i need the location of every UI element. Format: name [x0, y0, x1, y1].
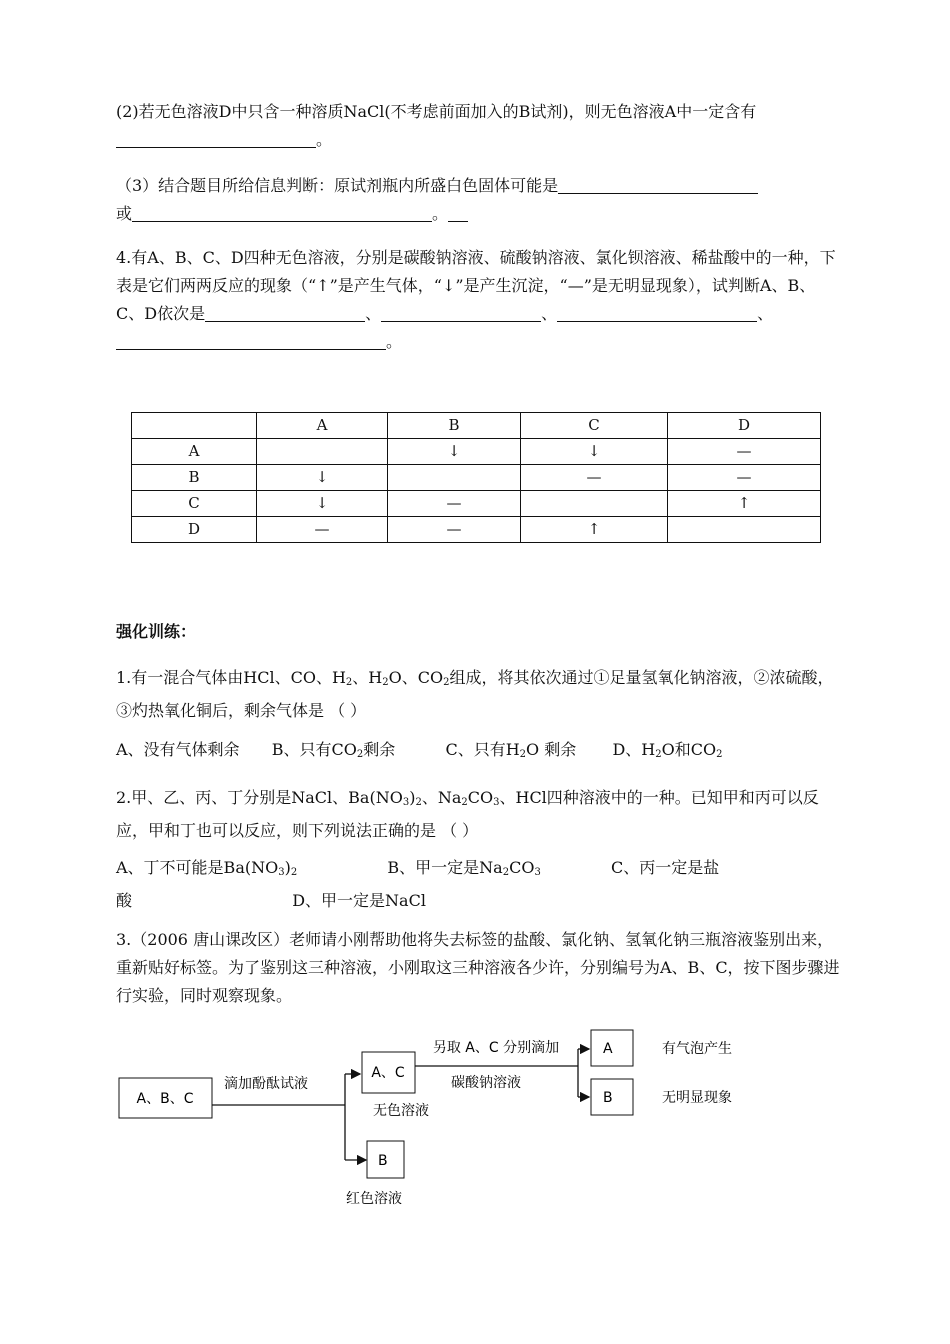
- q4-text: 4.有A、B、C、D四种无色溶液，分别是碳酸钠溶液、硫酸钠溶液、氯化钡溶液、稀盐酸中的一种，下表是它们两两反应的现象（“↑”是产生气体，“↓”是产生沉淀，“—”是无明显现象），试判断A、B、C、D依次是: [116, 248, 836, 323]
- box-ac-label: A、C: [371, 1065, 405, 1081]
- exercise-1-options: [116, 736, 840, 769]
- step1-label: 滴加酚酞试液: [224, 1076, 308, 1092]
- ac-solution-label: 无色溶液: [373, 1103, 429, 1119]
- option-d[interactable]: D、甲一定是NaCl: [292, 891, 426, 910]
- answer-blank[interactable]: [205, 303, 365, 322]
- option-b[interactable]: B、只有$CO_2$剩余: [271, 740, 396, 760]
- step2-bottom-label: 碳酸钠溶液: [451, 1075, 521, 1091]
- q2-part2-text: (2)若无色溶液D中只含一种溶质NaCl(不考虑前面加入的B试剂)，则无色溶液A中一定含有: [116, 102, 757, 121]
- option-d[interactable]: D、$H_2O$和$CO_2$: [612, 740, 723, 760]
- answer-blank[interactable]: [116, 129, 316, 148]
- exercise-3: 3.（2006 唐山课改区）老师请小刚帮助他将失去标签的盐酸、氯化钠、氢氧化钠三瓶溶液鉴别出来，重新贴好标签。为了鉴别这三种溶液，小刚取这三种溶液各少许，分别编号为A、B、C，按下图步骤进行实验，同时观察现象。: [116, 930, 840, 1005]
- exercise-1: 1.有一混合气体由HCl、CO、$H_2$、$H_2O$、$CO_2$组成，将其依次通过①足量氢氧化钠溶液，②浓硫酸，③灼热氧化铜后，剩余气体是 （ ）: [116, 668, 834, 720]
- box-b-label: B: [378, 1153, 388, 1169]
- table-row: C ↓ — ↑: [132, 491, 821, 517]
- question-2-part-2: (2)若无色溶液D中只含一种溶质NaCl(不考虑前面加入的B试剂)，则无色溶液A中一定含有。: [116, 102, 757, 149]
- exercise-2: 2.甲、乙、丙、丁分别是NaCl、$Ba(NO_3)_2$、$Na_2CO_3$、HCl四种溶液中的一种。已知甲和丙可以反应，甲和丁也可以反应，则下列说法正确的是 （ ）: [116, 788, 819, 840]
- table-header-row: A B C D: [132, 413, 821, 439]
- option-a[interactable]: A、没有气体剩余: [116, 740, 240, 759]
- table-row: A ↓ ↓ —: [132, 439, 821, 465]
- section-title: 强化训练：: [116, 622, 197, 641]
- experiment-flow-diagram: [116, 1025, 766, 1215]
- question-4: 4.有A、B、C、D四种无色溶液，分别是碳酸钠溶液、硫酸钠溶液、氯化钡溶液、稀盐酸中的一种，下表是它们两两反应的现象（“↑”是产生气体，“↓”是产生沉淀，“—”是无明显现象），试判断A、B、C、D依次是 、 、 、。: [116, 248, 836, 351]
- answer-blank[interactable]: [448, 203, 468, 222]
- b-solution-label: 红色溶液: [346, 1191, 402, 1207]
- exercise-2-options: A、丁不可能是$Ba(NO_3)_2$ B、甲一定是$Na_2CO_3$ C、丙一定是盐 酸 D、甲一定是NaCl: [116, 858, 720, 910]
- option-a[interactable]: A、丁不可能是$Ba(NO_3)_2$: [116, 858, 298, 878]
- step2-top-label: 另取 A、C 分别滴加: [432, 1040, 560, 1056]
- box-b2-label: B: [603, 1090, 613, 1106]
- answer-blank[interactable]: [381, 303, 541, 322]
- answer-blank[interactable]: [558, 175, 758, 194]
- option-b[interactable]: B、甲一定是$Na_2CO_3$: [387, 858, 541, 878]
- table-row: D — — ↑: [132, 517, 821, 543]
- question-2-part-3: （3）结合题目所给信息判断：原试剂瓶内所盛白色固体可能是 或 。: [116, 172, 840, 228]
- result-b2-label: 无明显现象: [662, 1090, 732, 1106]
- result-a-label: 有气泡产生: [662, 1041, 732, 1057]
- option-c[interactable]: C、丙一定是盐: [611, 858, 720, 877]
- table-row: B ↓ — —: [132, 465, 821, 491]
- box-start-label: A、B、C: [136, 1091, 194, 1107]
- answer-blank[interactable]: [116, 331, 386, 350]
- reaction-table: [131, 412, 821, 543]
- answer-blank[interactable]: [132, 203, 432, 222]
- box-a-label: A: [603, 1041, 613, 1057]
- option-c[interactable]: C、只有$H_2O$ 剩余: [445, 740, 577, 760]
- answer-blank[interactable]: [557, 303, 757, 322]
